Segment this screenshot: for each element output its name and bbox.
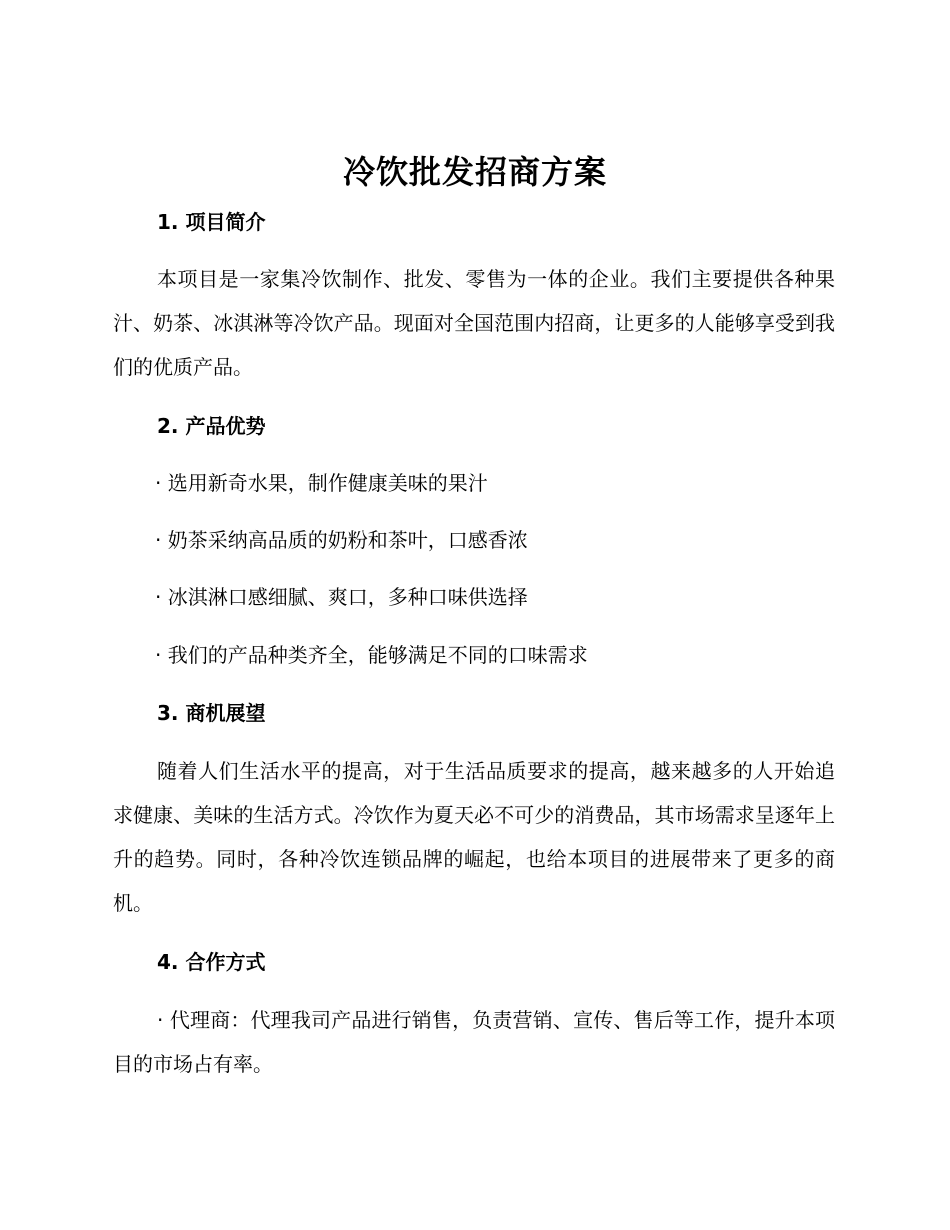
section-heading-advantages: 2. 产品优势 bbox=[157, 414, 266, 438]
advantage-bullet-2: · 奶茶采纳高品质的奶粉和茶叶，口感香浓 bbox=[155, 528, 528, 552]
section-paragraph-cooperation: · 代理商：代理我司产品进行销售，负责营销、宣传、售后等工作，提升本项目的市场占有率。 bbox=[113, 1008, 835, 1076]
section-heading-intro: 1. 项目简介 bbox=[157, 210, 266, 234]
advantage-bullet-4: · 我们的产品种类齐全，能够满足不同的口味需求 bbox=[155, 643, 588, 667]
advantage-bullet-1: · 选用新奇水果，制作健康美味的果汁 bbox=[155, 471, 488, 495]
section-heading-outlook: 3. 商机展望 bbox=[157, 701, 266, 725]
advantage-bullet-3: · 冰淇淋口感细腻、爽口，多种口味供选择 bbox=[155, 585, 528, 609]
section-heading-cooperation: 4. 合作方式 bbox=[157, 950, 266, 974]
section-paragraph-outlook: 随着人们生活水平的提高，对于生活品质要求的提高，越来越多的人开始追求健康、美味的生活方式。冷饮作为夏天必不可少的消费品，其市场需求呈逐年上升的趋势。同时，各种冷饮连锁品牌的崛起，也给本项目的进展带来了更多的商机。 bbox=[113, 759, 835, 915]
section-paragraph-intro: 本项目是一家集冷饮制作、批发、零售为一体的企业。我们主要提供各种果汁、奶茶、冰淇淋等冷饮产品。现面对全国范围内招商，让更多的人能够享受到我们的优质产品。 bbox=[113, 267, 835, 379]
document-title: 冷饮批发招商方案 bbox=[342, 153, 607, 191]
